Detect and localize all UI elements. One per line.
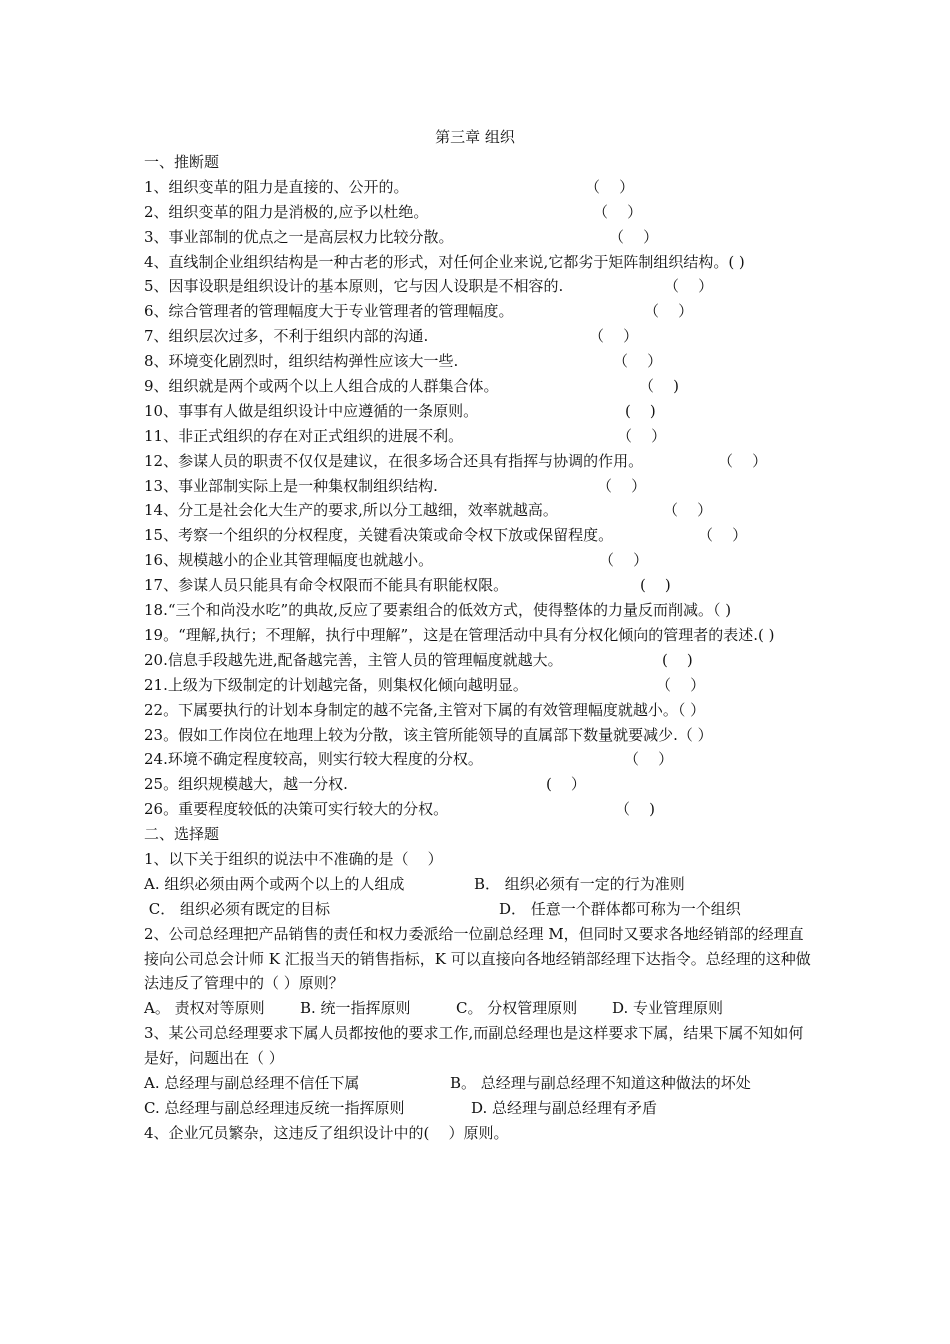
question-text: 3、事业部制的优点之一是高层权力比较分散。 <box>144 227 454 246</box>
choice-options-1b <box>144 897 812 922</box>
question-17 <box>144 573 812 598</box>
answer-blank: ( ) <box>662 650 693 669</box>
question-8 <box>144 349 812 374</box>
question-text: 7、组织层次过多，不利于组织内部的沟通. <box>144 327 429 346</box>
option-c: C。 分权管理原则 <box>456 999 578 1018</box>
question-text: 14、分工是社会化大生产的要求,所以分工越细，效率就越高。 <box>144 501 558 520</box>
question-text: 10、事事有人做是组织设计中应遵循的一条原则。 <box>144 401 479 420</box>
question-text: 26。重要程度较低的决策可实行较大的分权。 <box>144 800 449 819</box>
question-20 <box>144 648 812 673</box>
answer-blank: （ ） <box>718 451 768 470</box>
section-heading-choice: 二、选择题 <box>144 825 220 844</box>
choice-question-2: 2、公司总经理把产品销售的责任和权力委派给一位副总经理 M，但同时又要求各地经销部的经理直接向公司总会计师 K 汇报当天的销售指标，K 可以直接向各地经销部经理下达指令。总经理的这种做法违反了管理中的（ ）原则？ <box>144 924 811 993</box>
option-d: D． 任意一个群体都可称为一个组织 <box>499 899 741 918</box>
question-3 <box>144 225 812 250</box>
question-text: 23。假如工作岗位在地理上较为分散，该主管所能领导的直属部下数量就要减少.（ ） <box>144 725 713 744</box>
answer-blank: （ ） <box>589 327 639 346</box>
question-7 <box>144 324 812 349</box>
choice-question-4: 4、企业冗员繁杂，这违反了组织设计中的( ）原则。 <box>144 1123 509 1142</box>
question-text: 25。组织规模越大，越一分权. <box>144 775 348 794</box>
question-text: 22。下属要执行的计划本身制定的越不完备,主管对下属的有效管理幅度就越小。（ ） <box>144 700 706 719</box>
option-b: B． 组织必须有一定的行为准则 <box>474 874 685 893</box>
option-a: A。 责权对等原则 <box>144 999 265 1018</box>
question-21 <box>144 673 812 698</box>
question-26 <box>144 797 812 822</box>
question-text: 6、综合管理者的管理幅度大于专业管理者的管理幅度。 <box>144 302 514 321</box>
document-body <box>144 150 812 1146</box>
choice-options-2 <box>144 996 812 1021</box>
question-12 <box>144 449 812 474</box>
answer-blank: ( ) <box>625 401 656 420</box>
choice-question-1: 1、以下关于组织的说法中不准确的是（ ） <box>144 849 443 868</box>
option-a: A. 组织必须由两个或两个以上的人组成 <box>144 874 405 893</box>
question-1 <box>144 175 812 200</box>
answer-blank: （ ） <box>609 227 659 246</box>
question-23 <box>144 723 812 748</box>
question-text: 21.上级为下级制定的计划越完备，则集权化倾向越明显。 <box>144 675 528 694</box>
question-15 <box>144 523 812 548</box>
question-text: 24.环境不确定程度较高，则实行较大程度的分权。 <box>144 750 483 769</box>
question-11 <box>144 424 812 449</box>
answer-blank: （ ） <box>599 551 649 570</box>
answer-blank: ( ) <box>640 576 671 595</box>
question-22 <box>144 698 812 723</box>
question-text: 9、组织就是两个或两个以上人组合成的人群集合体。 <box>144 377 499 396</box>
answer-blank: （ ） <box>624 750 674 769</box>
question-5 <box>144 274 812 299</box>
answer-blank: （ ） <box>664 277 714 296</box>
question-text: 13、事业部制实际上是一种集权制组织结构. <box>144 476 438 495</box>
question-text: 1、组织变革的阻力是直接的、公开的。 <box>144 177 409 196</box>
answer-blank: （ ） <box>597 476 647 495</box>
choice-options-3b <box>144 1096 812 1121</box>
question-25 <box>144 772 812 797</box>
question-18: 18.“三个和尚没水吃”的典故,反应了要素组合的低效方式，使得整体的力量反而削减。（ ) <box>144 601 732 620</box>
question-text: 2、组织变革的阻力是消极的,应予以杜绝。 <box>144 202 429 221</box>
answer-blank: （ ） <box>698 526 748 545</box>
answer-blank: （ ) <box>639 377 679 396</box>
option-d: D. 总经理与副总经理有矛盾 <box>471 1098 658 1117</box>
question-2 <box>144 200 812 225</box>
answer-blank: （ ） <box>617 426 667 445</box>
question-text: 15、考察一个组织的分权程度，关键看决策或命令权下放或保留程度。 <box>144 526 614 545</box>
question-text: 12、参谋人员的职责不仅仅是建议，在很多场合还具有指挥与协调的作用。 <box>144 451 644 470</box>
answer-blank: （ ） <box>585 177 635 196</box>
answer-blank: （ ） <box>656 675 706 694</box>
answer-blank: ( ） <box>546 775 586 794</box>
question-13 <box>144 474 812 499</box>
question-14 <box>144 498 812 523</box>
option-d: D. 专业管理原则 <box>612 999 724 1018</box>
choice-options-1a <box>144 872 812 897</box>
question-text: 5、因事设职是组织设计的基本原则，它与因人设职是不相容的. <box>144 277 564 296</box>
question-16 <box>144 548 812 573</box>
option-a: A. 总经理与副总经理不信任下属 <box>144 1074 360 1093</box>
section-heading-judgment: 一、推断题 <box>144 153 220 171</box>
question-text: 17、参谋人员只能具有命令权限而不能具有职能权限。 <box>144 576 509 595</box>
option-b: B。 总经理与副总经理不知道这种做法的坏处 <box>450 1074 751 1093</box>
question-9 <box>144 374 812 399</box>
choice-options-3a <box>144 1071 812 1096</box>
option-c: C． 组织必须有既定的目标 <box>144 899 331 918</box>
question-text: 16、规模越小的企业其管理幅度也就越小。 <box>144 551 434 570</box>
question-6 <box>144 299 812 324</box>
answer-blank: （ ） <box>663 501 713 520</box>
question-text: 8、环境变化剧烈时，组织结构弹性应该大一些. <box>144 352 459 371</box>
option-c: C. 总经理与副总经理违反统一指挥原则 <box>144 1098 405 1117</box>
question-24 <box>144 747 812 772</box>
question-4: 4、直线制企业组织结构是一种古老的形式，对任何企业来说,它都劣于矩阵制组织结构。( ) <box>144 252 745 271</box>
answer-blank: （ ) <box>615 800 655 819</box>
option-b: B. 统一指挥原则 <box>300 999 411 1018</box>
answer-blank: （ ） <box>613 352 663 371</box>
page-title: 第三章 组织 <box>435 128 515 146</box>
choice-question-3: 3、某公司总经理要求下属人员都按他的要求工作,而副总经理也是这样要求下属，结果下属不知如何是好，问题出在（ ） <box>144 1024 804 1068</box>
answer-blank: （ ） <box>593 202 643 221</box>
answer-blank: （ ） <box>644 302 694 321</box>
question-10 <box>144 399 812 424</box>
question-text: 20.信息手段越先进,配备越完善，主管人员的管理幅度就越大。 <box>144 650 563 669</box>
question-text: 11、非正式组织的存在对正式组织的进展不利。 <box>144 426 464 445</box>
question-19: 19。“理解,执行；不理解，执行中理解”，这是在管理活动中具有分权化倾向的管理者的表述.( ) <box>144 625 775 644</box>
